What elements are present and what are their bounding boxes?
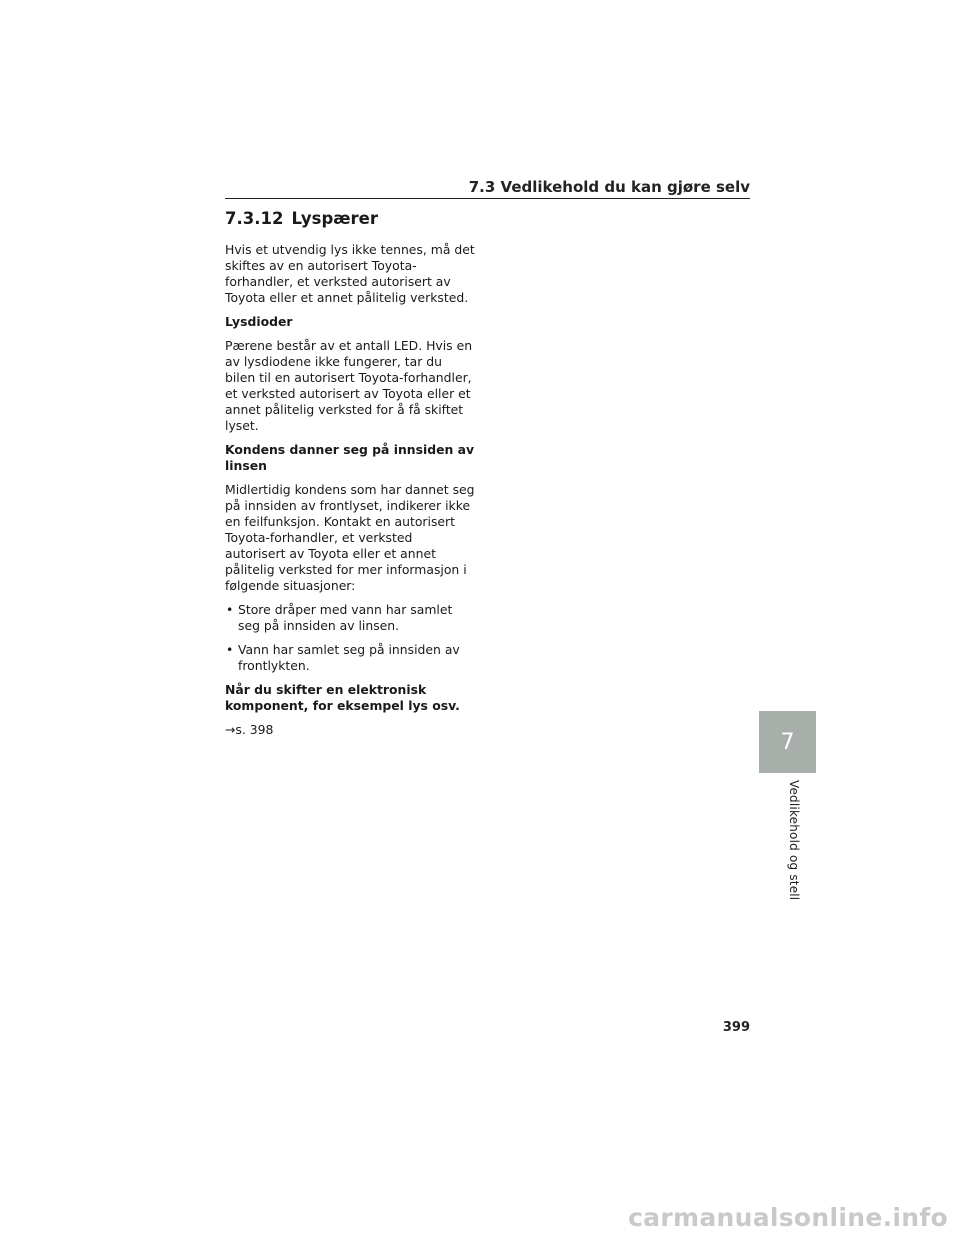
intro-paragraph: Hvis et utvendig lys ikke tennes, må det skiftes av en autorisert Toyota-forhandler, et verksted autorisert av Toyota eller et annet pålitelig verksted.	[225, 242, 475, 305]
watermark: carmanualsonline.info	[628, 1203, 948, 1232]
list-item-text: Store dråper med vann har samlet seg på innsiden av linsen.	[238, 602, 453, 633]
led-paragraph: Pærene består av et antall LED. Hvis en av lysdiodene ikke fungerer, tar du bilen til en autorisert Toyota-forhandler, et verksted autorisert av Toyota eller et annet pålitelig verksted for å få skiftet lyset.	[225, 338, 473, 433]
component-heading: Når du skifter en elektronisk komponent, for eksempel lys osv.	[225, 682, 460, 713]
page-reference-link[interactable]: →s. 398	[225, 722, 274, 737]
section-title-text: Lyspærer	[291, 209, 379, 228]
chapter-tab[interactable]	[759, 711, 816, 773]
section-title	[225, 208, 475, 230]
running-header: 7.3 Vedlikehold du kan gjøre selv	[468, 178, 750, 196]
list-item-text: Vann har samlet seg på innsiden av frontlykten.	[238, 642, 460, 673]
main-content	[225, 208, 475, 746]
section-number: 7.3.12	[225, 209, 284, 228]
condensation-list	[225, 602, 475, 674]
chapter-number: 7	[780, 729, 795, 755]
bullet-icon: •	[226, 642, 234, 657]
list-item	[225, 602, 475, 634]
page-number: 399	[722, 1020, 750, 1035]
list-item	[225, 642, 475, 674]
bullet-icon: •	[226, 602, 234, 617]
condensation-heading: Kondens danner seg på innsiden av linsen	[225, 442, 475, 473]
led-heading: Lysdioder	[225, 314, 293, 329]
condensation-paragraph: Midlertidig kondens som har dannet seg på innsiden av frontlyset, indikerer ikke en feilfunksjon. Kontakt en autorisert Toyota-forhandler, et verksted autorisert av Toyota eller et annet pålitelig verksted for mer informasjon i følgende situasjoner:	[225, 482, 475, 593]
chapter-label: Vedlikehold og stell	[787, 780, 801, 901]
header-rule	[225, 198, 750, 199]
